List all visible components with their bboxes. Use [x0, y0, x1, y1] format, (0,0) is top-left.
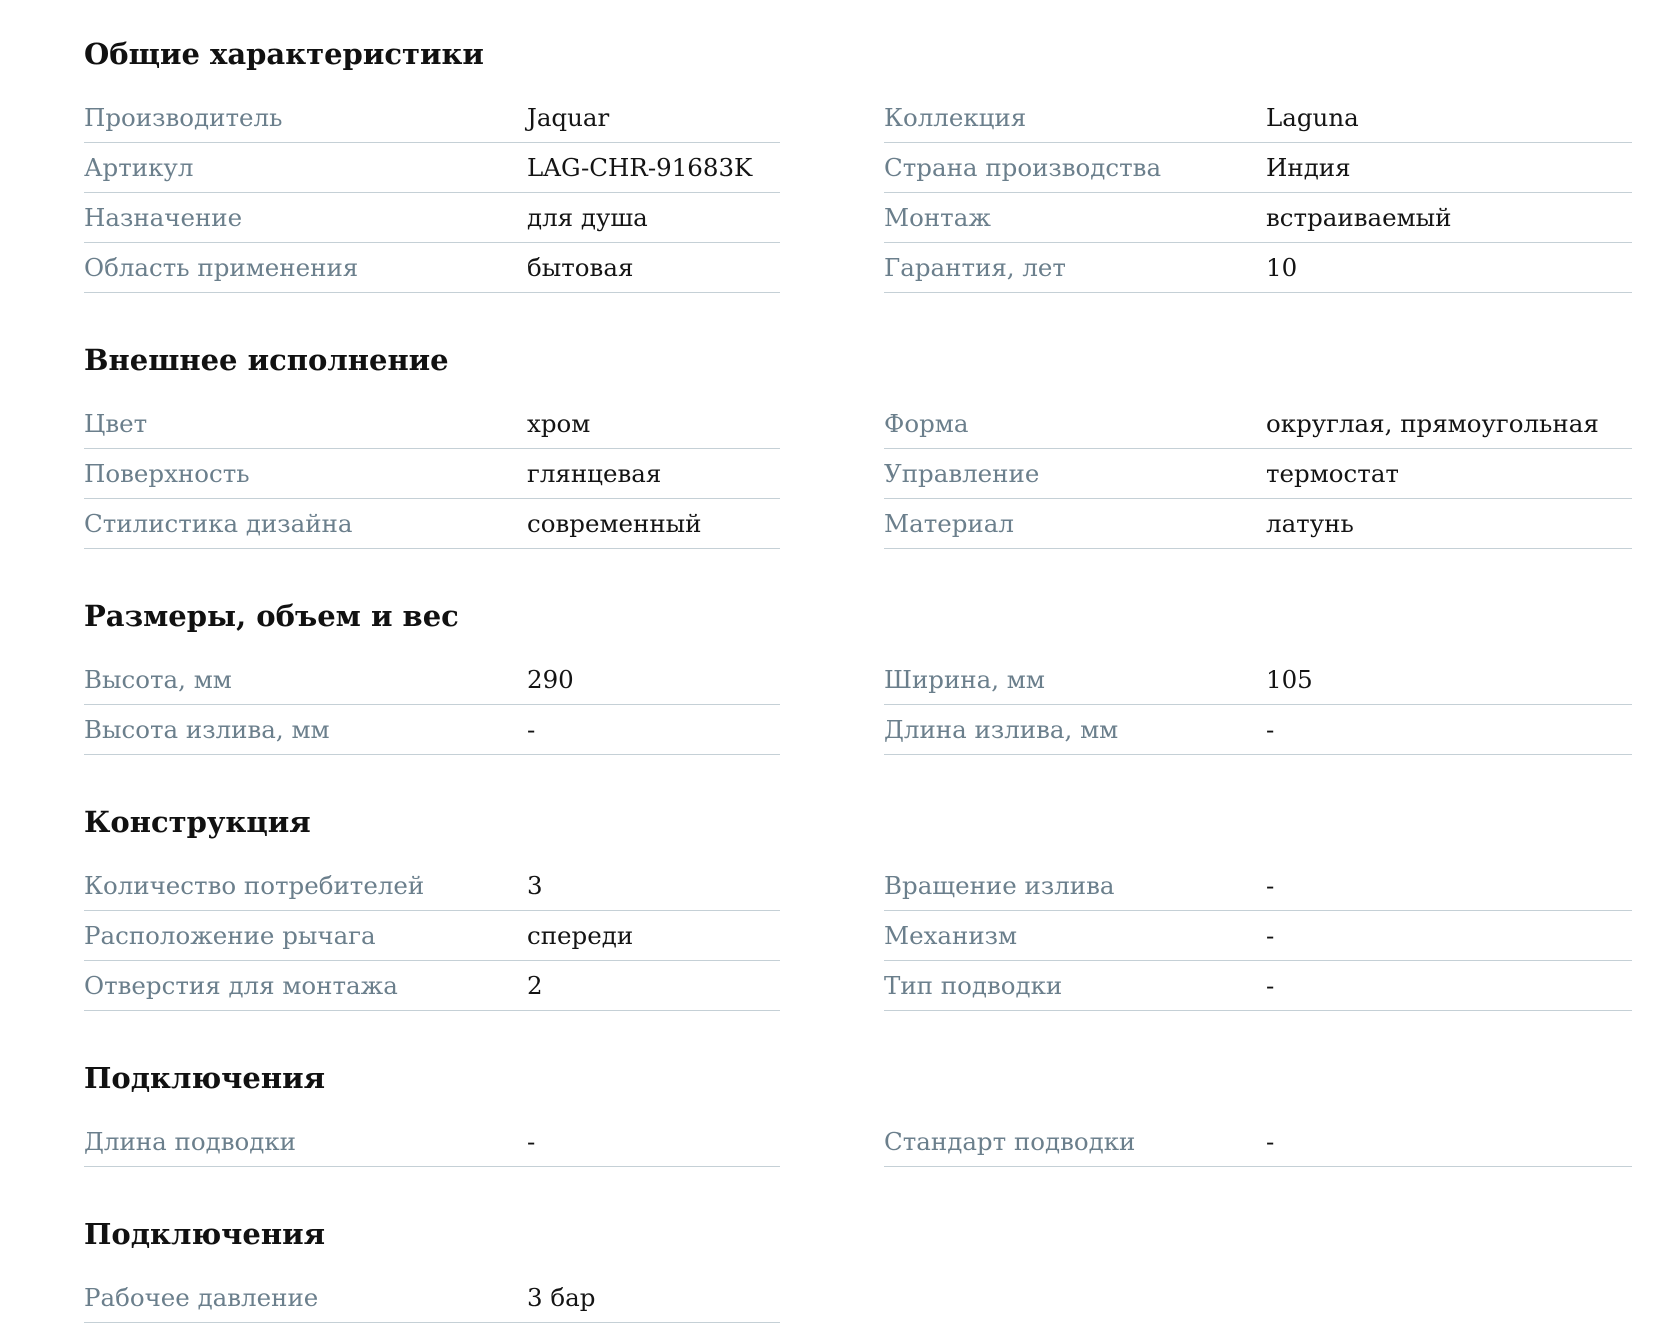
spec-value: 10: [1266, 253, 1298, 282]
section-title: Внешнее исполнение: [84, 343, 449, 377]
spec-row: [884, 911, 1632, 961]
spec-row: [884, 193, 1632, 243]
spec-column-left: [84, 399, 780, 549]
section-construction: [84, 802, 1680, 1011]
spec-label: Механизм: [884, 921, 1018, 950]
spec-row: [84, 193, 780, 243]
spec-row: [84, 655, 780, 705]
spec-row: [884, 1117, 1632, 1167]
spec-column-right: [884, 655, 1632, 755]
spec-value: -: [1266, 1127, 1275, 1156]
spec-label: Цвет: [84, 409, 148, 438]
section-dimensions: [84, 596, 1680, 755]
spec-label: Тип подводки: [884, 971, 1063, 1000]
section-title: Подключения: [84, 1217, 326, 1251]
spec-label: Страна производства: [884, 153, 1162, 182]
spec-value: бытовая: [527, 253, 634, 282]
spec-row: [84, 243, 780, 293]
spec-row: [84, 1273, 780, 1323]
spec-label: Расположение рычага: [84, 921, 376, 950]
section-title: Размеры, объем и вес: [84, 599, 459, 633]
section-appearance: [84, 340, 1680, 549]
spec-label: Высота, мм: [84, 665, 232, 694]
spec-row: [884, 449, 1632, 499]
spec-grid: [84, 399, 1680, 549]
spec-row: [884, 705, 1632, 755]
spec-row: [84, 705, 780, 755]
spec-column-left: [84, 1273, 780, 1323]
spec-grid: [84, 1117, 1680, 1167]
spec-value: глянцевая: [527, 459, 662, 488]
spec-label: Артикул: [84, 153, 194, 182]
spec-column-right: [884, 861, 1632, 1011]
spec-row: [84, 861, 780, 911]
spec-column-left: [84, 93, 780, 293]
section-title: Подключения: [84, 1061, 326, 1095]
spec-value: Индия: [1266, 153, 1351, 182]
spec-column-right: [884, 1117, 1632, 1167]
spec-label: Длина излива, мм: [884, 715, 1119, 744]
spec-row: [84, 499, 780, 549]
section-general: [84, 34, 1680, 293]
spec-value: 290: [527, 665, 574, 694]
spec-label: Ширина, мм: [884, 665, 1045, 694]
spec-value: современный: [527, 509, 702, 538]
spec-value: для душа: [527, 203, 648, 232]
spec-row: [84, 1117, 780, 1167]
spec-label: Стилистика дизайна: [84, 509, 353, 538]
spec-value: -: [527, 1127, 536, 1156]
spec-row: [884, 499, 1632, 549]
spec-row: [884, 143, 1632, 193]
spec-row: [884, 861, 1632, 911]
spec-row: [884, 399, 1632, 449]
section-connections: [84, 1058, 1680, 1167]
spec-value: латунь: [1266, 509, 1354, 538]
spec-label: Вращение излива: [884, 871, 1115, 900]
spec-row: [884, 655, 1632, 705]
spec-label: Гарантия, лет: [884, 253, 1066, 282]
spec-grid: [84, 1273, 1680, 1323]
spec-label: Материал: [884, 509, 1014, 538]
spec-column-left: [84, 861, 780, 1011]
spec-row: [84, 961, 780, 1011]
spec-grid: [84, 93, 1680, 293]
spec-value: -: [1266, 971, 1275, 1000]
spec-row: [884, 243, 1632, 293]
spec-column-right: [884, 93, 1632, 293]
section-connections-pressure: [84, 1214, 1680, 1323]
spec-value: 3: [527, 871, 543, 900]
spec-value: хром: [527, 409, 591, 438]
spec-label: Монтаж: [884, 203, 991, 232]
spec-row: [84, 143, 780, 193]
spec-value: -: [1266, 871, 1275, 900]
spec-value: 2: [527, 971, 543, 1000]
spec-label: Длина подводки: [84, 1127, 296, 1156]
spec-row: [884, 961, 1632, 1011]
spec-label: Стандарт подводки: [884, 1127, 1136, 1156]
spec-row: [84, 449, 780, 499]
spec-label: Назначение: [84, 203, 243, 232]
spec-value: LAG-CHR-91683K: [527, 153, 753, 182]
spec-column-left: [84, 1117, 780, 1167]
spec-value: -: [1266, 715, 1275, 744]
spec-label: Производитель: [84, 103, 283, 132]
spec-label: Рабочее давление: [84, 1283, 319, 1312]
spec-label: Коллекция: [884, 103, 1027, 132]
spec-column-right: [884, 1273, 1632, 1323]
spec-label: Управление: [884, 459, 1040, 488]
spec-value: 3 бар: [527, 1283, 596, 1312]
spec-value: округлая, прямоугольная: [1266, 409, 1599, 438]
spec-value: термостат: [1266, 459, 1399, 488]
spec-label: Поверхность: [84, 459, 250, 488]
spec-label: Высота излива, мм: [84, 715, 330, 744]
spec-column-left: [84, 655, 780, 755]
spec-row: [84, 93, 780, 143]
spec-value: Laguna: [1266, 103, 1359, 132]
spec-label: Форма: [884, 409, 969, 438]
spec-grid: [84, 861, 1680, 1011]
spec-value: спереди: [527, 921, 634, 950]
spec-row: [884, 93, 1632, 143]
spec-grid: [84, 655, 1680, 755]
spec-label: Отверстия для монтажа: [84, 971, 398, 1000]
spec-row: [84, 399, 780, 449]
spec-value: Jaquar: [527, 103, 610, 132]
spec-value: -: [527, 715, 536, 744]
spec-value: встраиваемый: [1266, 203, 1452, 232]
spec-value: 105: [1266, 665, 1313, 694]
spec-value: -: [1266, 921, 1275, 950]
spec-column-right: [884, 399, 1632, 549]
spec-row: [84, 911, 780, 961]
section-title: Конструкция: [84, 805, 311, 839]
section-title: Общие характеристики: [84, 37, 484, 71]
spec-label: Количество потребителей: [84, 871, 425, 900]
spec-label: Область применения: [84, 253, 359, 282]
